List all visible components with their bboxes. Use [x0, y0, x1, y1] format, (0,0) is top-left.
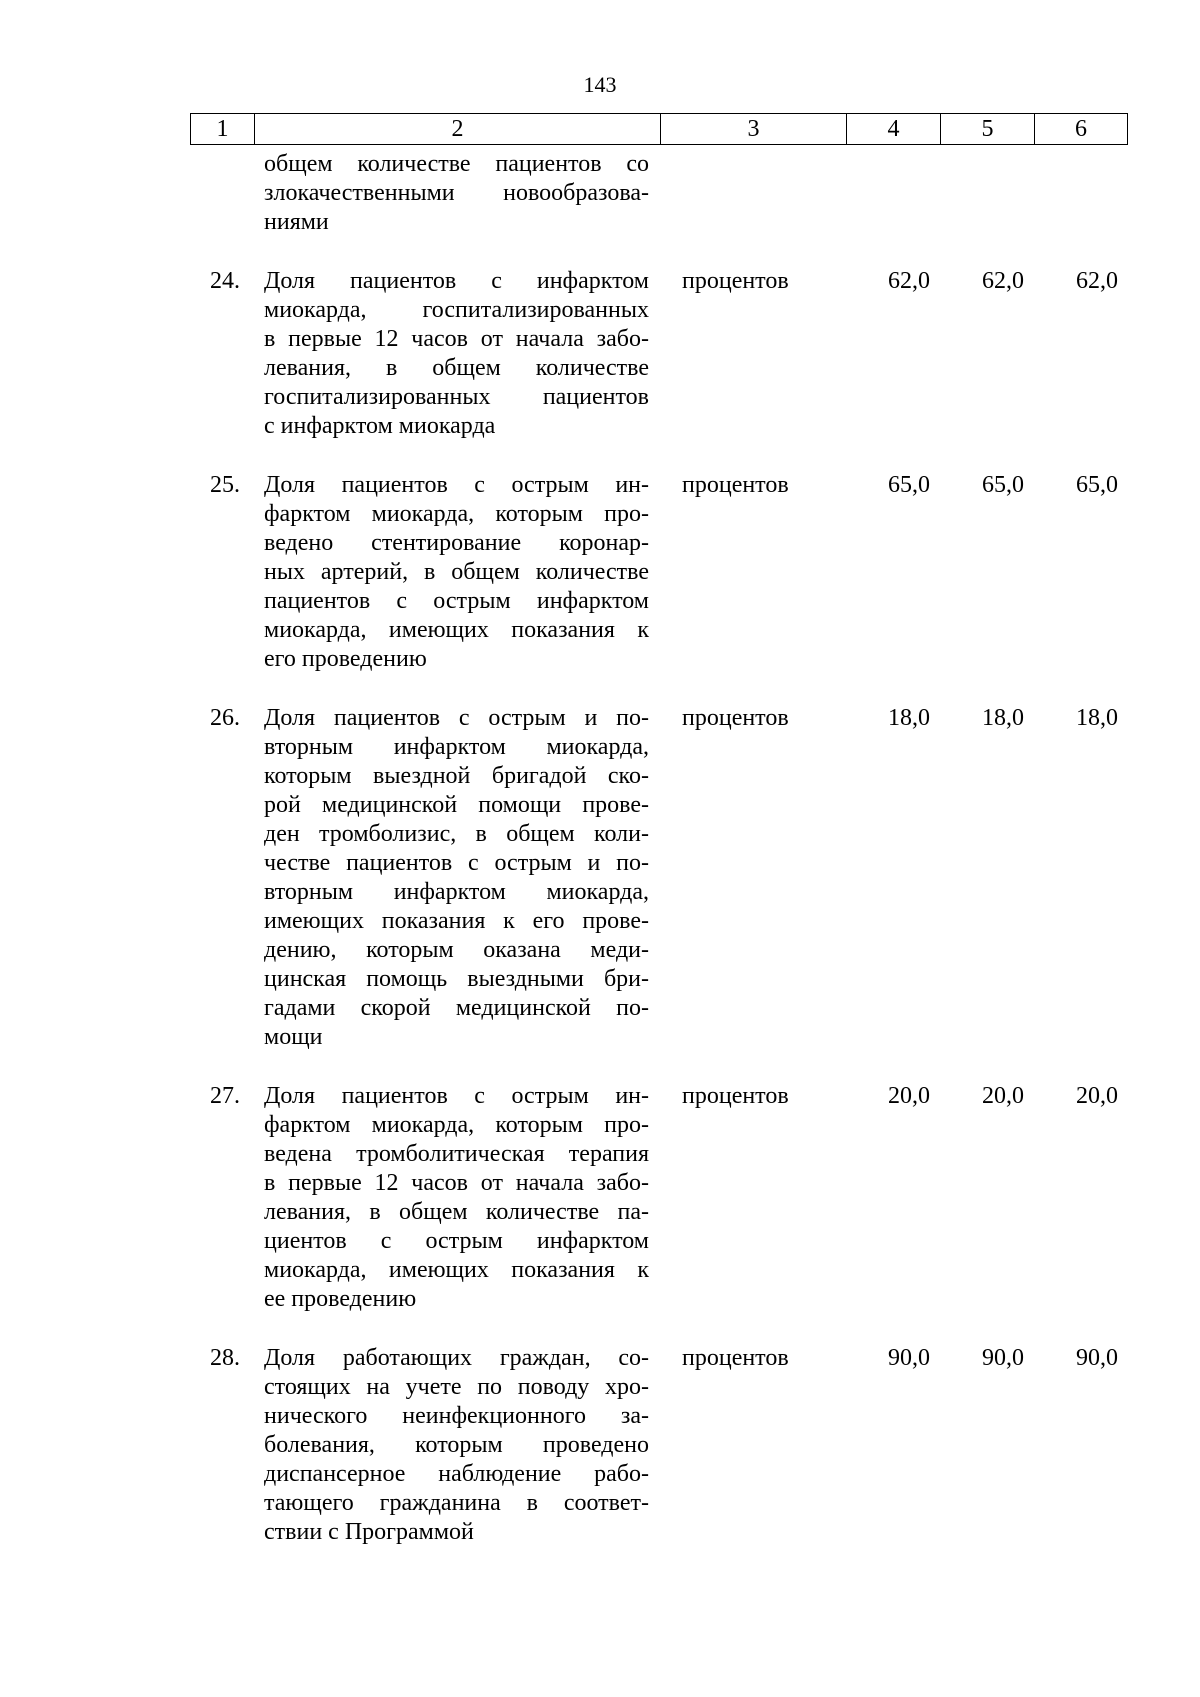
value-col5	[940, 150, 1034, 237]
text-line: фарктом миокарда, которым про-	[264, 501, 649, 527]
text-line: тающего гражданина в соответ-	[264, 1490, 649, 1516]
indicator-text	[254, 471, 660, 674]
text-line: ведено стентирование коронар-	[264, 530, 649, 556]
value-col4: 90,0	[888, 1345, 930, 1371]
unit-cell: процентов	[682, 472, 789, 498]
indicator-text	[254, 1082, 660, 1314]
text-line: ее проведению	[264, 1286, 417, 1312]
text-line: ведена тромболитическая терапия	[264, 1141, 649, 1167]
unit-cell: процентов	[682, 268, 789, 294]
value-col6: 20,0	[1076, 1083, 1118, 1109]
text-line: злокачественными новообразова-	[264, 180, 649, 206]
row-number: 26.	[210, 705, 240, 731]
text-line: миокарда, имеющих показания к	[264, 1257, 649, 1283]
value-col4: 20,0	[888, 1083, 930, 1109]
value-col5: 65,0	[982, 472, 1024, 498]
text-line: госпитализированных пациентов	[264, 384, 649, 410]
text-line: цинская помощь выездными бри-	[264, 966, 649, 992]
text-line: рой медицинской помощи прове-	[264, 792, 649, 818]
row-number	[190, 150, 254, 237]
text-line: честве пациентов с острым и по-	[264, 850, 649, 876]
unit-cell	[660, 150, 846, 237]
text-line: стоящих на учете по поводу хро-	[264, 1374, 649, 1400]
text-line: с инфарктом миокарда	[264, 413, 496, 439]
text-line: в первые 12 часов от начала забо-	[264, 1170, 649, 1196]
text-line: Доля работающих граждан, со-	[264, 1345, 649, 1371]
table-row-24	[190, 267, 1130, 441]
text-line: пациентов с острым инфарктом	[264, 588, 649, 614]
header-cell-6: 6	[1034, 114, 1128, 144]
text-line: левания, в общем количестве	[264, 355, 649, 381]
header-cell-1: 1	[190, 114, 254, 144]
value-col6	[1034, 150, 1128, 237]
text-line: ниями	[264, 209, 329, 235]
text-line: диспансерное наблюдение рабо-	[264, 1461, 649, 1487]
indicator-text	[254, 267, 660, 441]
text-line: левания, в общем количестве па-	[264, 1199, 649, 1225]
text-line: гадами скорой медицинской по-	[264, 995, 649, 1021]
row-number: 28.	[210, 1345, 240, 1371]
value-col4: 62,0	[888, 268, 930, 294]
text-line: ных артерий, в общем количестве	[264, 559, 649, 585]
text-line: миокарда, госпитализированных	[264, 297, 649, 323]
table-row-25	[190, 471, 1130, 674]
header-cell-5: 5	[940, 114, 1034, 144]
value-col5: 62,0	[982, 268, 1024, 294]
value-col5: 20,0	[982, 1083, 1024, 1109]
table-header-row	[190, 113, 1128, 145]
unit-cell: процентов	[682, 1083, 789, 1109]
text-line: Доля пациентов с острым ин-	[264, 1083, 649, 1109]
table-row-27	[190, 1082, 1130, 1314]
text-line: ствии с Программой	[264, 1519, 474, 1545]
value-col6: 65,0	[1076, 472, 1118, 498]
text-line: ден тромболизис, в общем коли-	[264, 821, 649, 847]
value-col6: 62,0	[1076, 268, 1118, 294]
value-col4	[846, 150, 940, 237]
indicator-text	[254, 704, 660, 1052]
text-line: в первые 12 часов от начала забо-	[264, 326, 649, 352]
text-line: болевания, которым проведено	[264, 1432, 649, 1458]
value-col5: 90,0	[982, 1345, 1024, 1371]
value-col6: 18,0	[1076, 705, 1118, 731]
text-line: Доля пациентов с инфарктом	[264, 268, 649, 294]
value-col4: 18,0	[888, 705, 930, 731]
text-line: общем количестве пациентов со	[264, 151, 649, 177]
row-number: 24.	[210, 268, 240, 294]
text-line: фарктом миокарда, которым про-	[264, 1112, 649, 1138]
row-number: 25.	[210, 472, 240, 498]
table-row-continuation	[190, 150, 1130, 237]
value-col5: 18,0	[982, 705, 1024, 731]
text-line: имеющих показания к его прове-	[264, 908, 649, 934]
value-col4: 65,0	[888, 472, 930, 498]
text-line: дению, которым оказана меди-	[264, 937, 649, 963]
page-number: 143	[583, 72, 617, 97]
table-row-28	[190, 1344, 1130, 1547]
text-line: мощи	[264, 1024, 323, 1050]
text-line: вторным инфарктом миокарда,	[264, 734, 649, 760]
header-cell-3: 3	[660, 114, 846, 144]
text-line: Доля пациентов с острым и по-	[264, 705, 649, 731]
value-col6: 90,0	[1076, 1345, 1118, 1371]
indicator-text	[254, 150, 660, 237]
text-line: Доля пациентов с острым ин-	[264, 472, 649, 498]
text-line: вторным инфарктом миокарда,	[264, 879, 649, 905]
table-body	[190, 150, 1130, 1547]
table-row-26	[190, 704, 1130, 1052]
unit-cell: процентов	[682, 1345, 789, 1371]
indicator-text	[254, 1344, 660, 1547]
header-cell-2: 2	[254, 114, 660, 144]
text-line: которым выездной бригадой ско-	[264, 763, 649, 789]
text-line: его проведению	[264, 646, 427, 672]
text-line: нического неинфекционного за-	[264, 1403, 649, 1429]
unit-cell: процентов	[682, 705, 789, 731]
row-number: 27.	[210, 1083, 240, 1109]
text-line: миокарда, имеющих показания к	[264, 617, 649, 643]
header-cell-4: 4	[846, 114, 940, 144]
text-line: циентов с острым инфарктом	[264, 1228, 649, 1254]
